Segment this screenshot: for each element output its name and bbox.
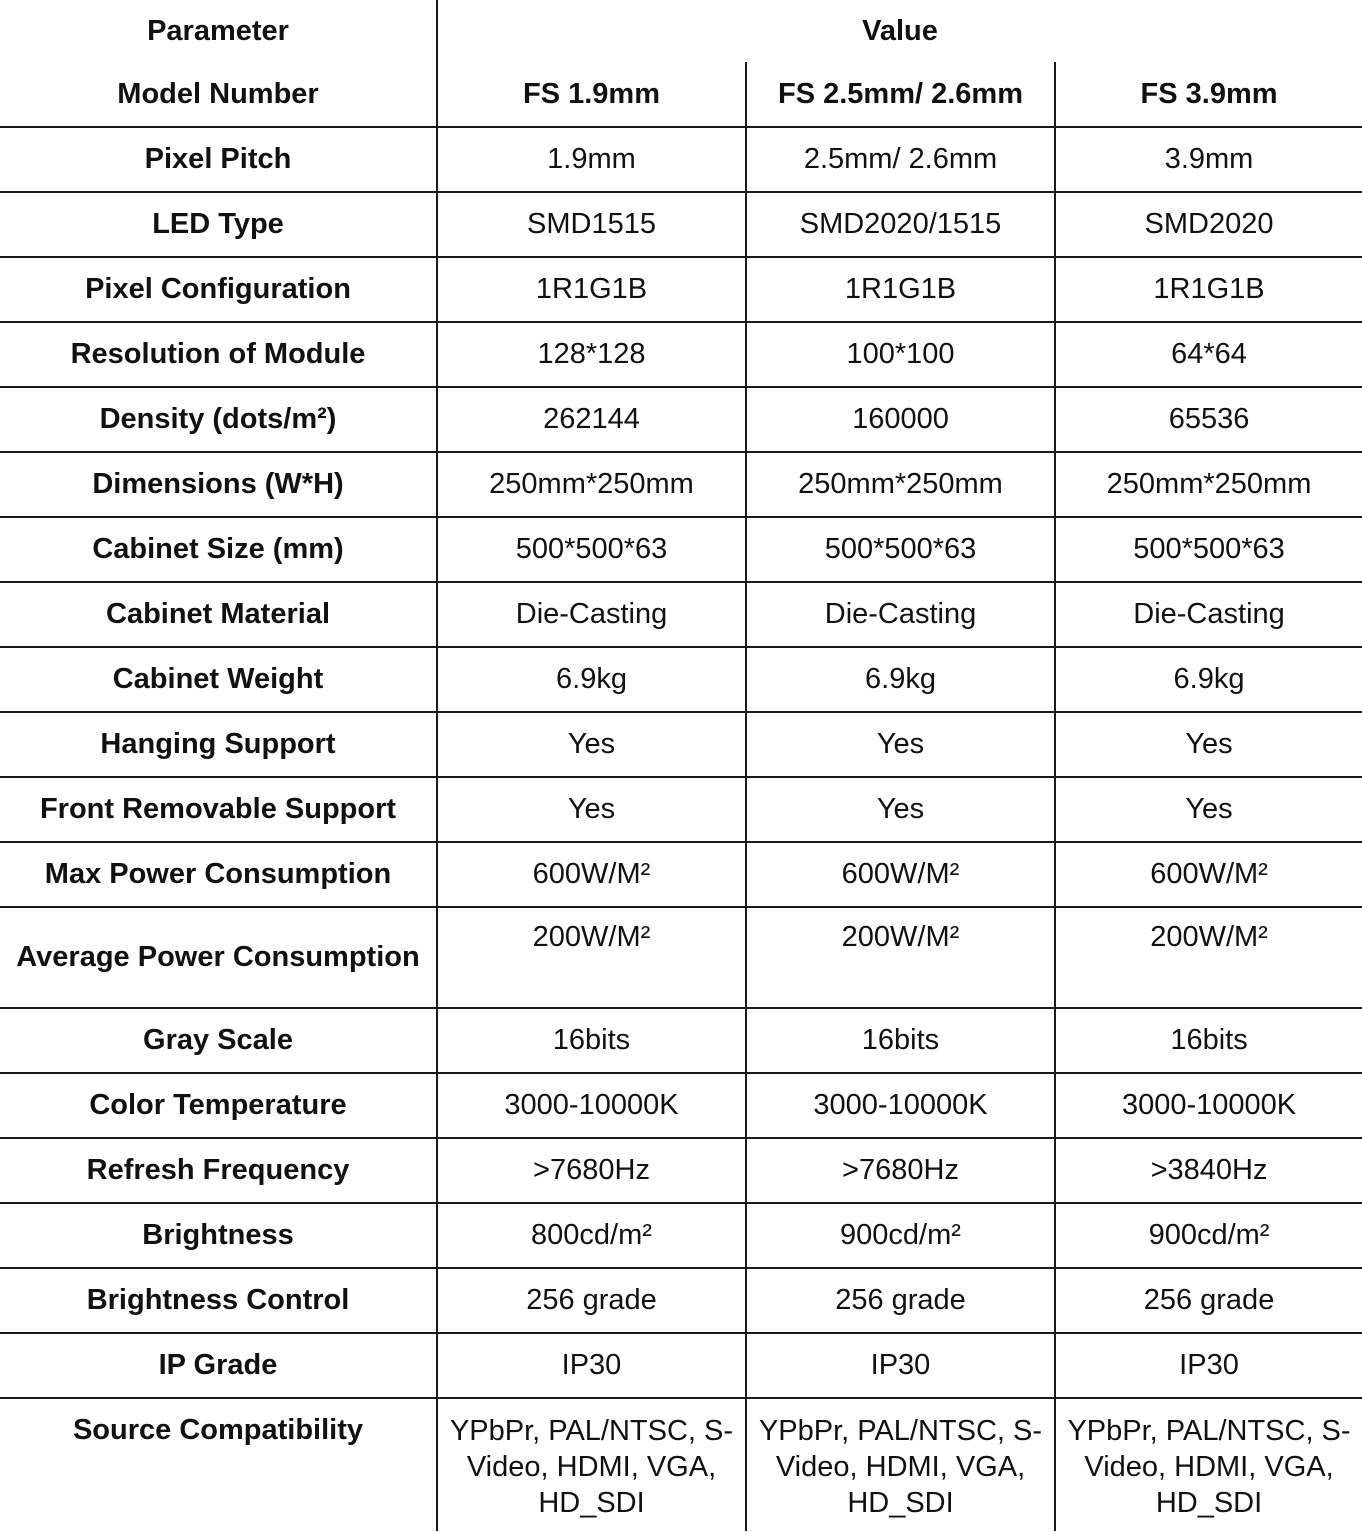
table-row	[0, 387, 1362, 452]
cell-value: 128*128	[437, 322, 746, 387]
parameter-header: Parameter	[147, 14, 289, 47]
table-row	[0, 517, 1362, 582]
row-label: Resolution of Module	[0, 322, 437, 387]
cell-value: 3000-10000K	[437, 1073, 746, 1138]
cell-value: 6.9kg	[437, 647, 746, 712]
cell-value: 600W/M²	[1055, 842, 1362, 907]
table-row	[0, 322, 1362, 387]
cell-value: 262144	[437, 387, 746, 452]
row-label: Gray Scale	[0, 1008, 437, 1073]
row-label: Average Power Consumption	[0, 907, 437, 1008]
row-label: Model Number	[117, 77, 319, 110]
table-row	[0, 127, 1362, 192]
row-label: Brightness	[0, 1203, 437, 1268]
model-name: FS 2.5mm/ 2.6mm	[746, 62, 1055, 127]
cell-value: >7680Hz	[746, 1138, 1055, 1203]
table-row	[0, 257, 1362, 322]
row-label: Refresh Frequency	[0, 1138, 437, 1203]
cell-value: >3840Hz	[1055, 1138, 1362, 1203]
cell-value: IP30	[437, 1333, 746, 1398]
model-name: FS 3.9mm	[1055, 62, 1362, 127]
cell-value: YPbPr, PAL/NTSC, S-Video, HDMI, VGA, HD_SDI	[437, 1398, 746, 1531]
cell-value: 250mm*250mm	[746, 452, 1055, 517]
cell-value: 16bits	[437, 1008, 746, 1073]
row-label: Front Removable Support	[0, 777, 437, 842]
cell-value: 250mm*250mm	[1055, 452, 1362, 517]
table-row	[0, 777, 1362, 842]
cell-value: 800cd/m²	[437, 1203, 746, 1268]
cell-value: 200W/M²	[1055, 907, 1362, 1008]
cell-value: YPbPr, PAL/NTSC, S-Video, HDMI, VGA, HD_SDI	[1055, 1398, 1362, 1531]
cell-value: 16bits	[746, 1008, 1055, 1073]
cell-value: YPbPr, PAL/NTSC, S-Video, HDMI, VGA, HD_SDI	[746, 1398, 1055, 1531]
cell-value: 1R1G1B	[1055, 257, 1362, 322]
cell-value: IP30	[1055, 1333, 1362, 1398]
cell-value: Yes	[1055, 777, 1362, 842]
table-row	[0, 712, 1362, 777]
row-label: Cabinet Size (mm)	[0, 517, 437, 582]
cell-value: Yes	[746, 777, 1055, 842]
cell-value: 600W/M²	[746, 842, 1055, 907]
row-label: Brightness Control	[0, 1268, 437, 1333]
cell-value: Yes	[746, 712, 1055, 777]
table-row	[0, 1203, 1362, 1268]
cell-value: 256 grade	[746, 1268, 1055, 1333]
cell-value: 3.9mm	[1055, 127, 1362, 192]
table-row	[0, 1008, 1362, 1073]
cell-value: Yes	[437, 777, 746, 842]
cell-value: 250mm*250mm	[437, 452, 746, 517]
row-label: Pixel Pitch	[0, 127, 437, 192]
cell-value: Die-Casting	[1055, 582, 1362, 647]
cell-value: 256 grade	[1055, 1268, 1362, 1333]
cell-value: SMD1515	[437, 192, 746, 257]
cell-value: SMD2020/1515	[746, 192, 1055, 257]
table-row	[0, 1268, 1362, 1333]
cell-value: 160000	[746, 387, 1055, 452]
row-label: Cabinet Weight	[0, 647, 437, 712]
cell-value: 65536	[1055, 387, 1362, 452]
cell-value: 1.9mm	[437, 127, 746, 192]
model-name: FS 1.9mm	[437, 62, 746, 127]
cell-value: 6.9kg	[746, 647, 1055, 712]
cell-value: SMD2020	[1055, 192, 1362, 257]
cell-value: 900cd/m²	[746, 1203, 1055, 1268]
cell-value: 256 grade	[437, 1268, 746, 1333]
model-number-row	[0, 62, 1362, 127]
row-label: Color Temperature	[0, 1073, 437, 1138]
cell-value: 3000-10000K	[1055, 1073, 1362, 1138]
cell-value: Die-Casting	[746, 582, 1055, 647]
table-row	[0, 192, 1362, 257]
table-row	[0, 582, 1362, 647]
table-row	[0, 647, 1362, 712]
table-row	[0, 452, 1362, 517]
row-label: Pixel Configuration	[0, 257, 437, 322]
cell-value: Yes	[1055, 712, 1362, 777]
cell-value: 1R1G1B	[437, 257, 746, 322]
header-row	[0, 0, 1362, 62]
cell-value: 500*500*63	[437, 517, 746, 582]
cell-value: 500*500*63	[1055, 517, 1362, 582]
cell-value: 64*64	[1055, 322, 1362, 387]
row-label: Cabinet Material	[0, 582, 437, 647]
cell-value: Die-Casting	[437, 582, 746, 647]
table-row	[0, 1398, 1362, 1531]
table-row	[0, 907, 1362, 1008]
cell-value: IP30	[746, 1333, 1055, 1398]
cell-value: 2.5mm/ 2.6mm	[746, 127, 1055, 192]
cell-value: 600W/M²	[437, 842, 746, 907]
cell-value: 500*500*63	[746, 517, 1055, 582]
cell-value: 3000-10000K	[746, 1073, 1055, 1138]
cell-value: Yes	[437, 712, 746, 777]
table-row	[0, 842, 1362, 907]
cell-value: 200W/M²	[746, 907, 1055, 1008]
row-label: Dimensions (W*H)	[0, 452, 437, 517]
table-row	[0, 1073, 1362, 1138]
cell-value: >7680Hz	[437, 1138, 746, 1203]
table-row	[0, 1138, 1362, 1203]
row-label: Source Compatibility	[0, 1398, 437, 1531]
table-row	[0, 1333, 1362, 1398]
row-label: IP Grade	[0, 1333, 437, 1398]
cell-value: 100*100	[746, 322, 1055, 387]
row-label: Density (dots/m²)	[0, 387, 437, 452]
cell-value: 1R1G1B	[746, 257, 1055, 322]
cell-value: 16bits	[1055, 1008, 1362, 1073]
cell-value: 900cd/m²	[1055, 1203, 1362, 1268]
row-label: Max Power Consumption	[0, 842, 437, 907]
cell-value: 6.9kg	[1055, 647, 1362, 712]
cell-value: 200W/M²	[437, 907, 746, 1008]
row-label: Hanging Support	[0, 712, 437, 777]
value-header: Value	[437, 0, 1362, 62]
row-label: LED Type	[0, 192, 437, 257]
